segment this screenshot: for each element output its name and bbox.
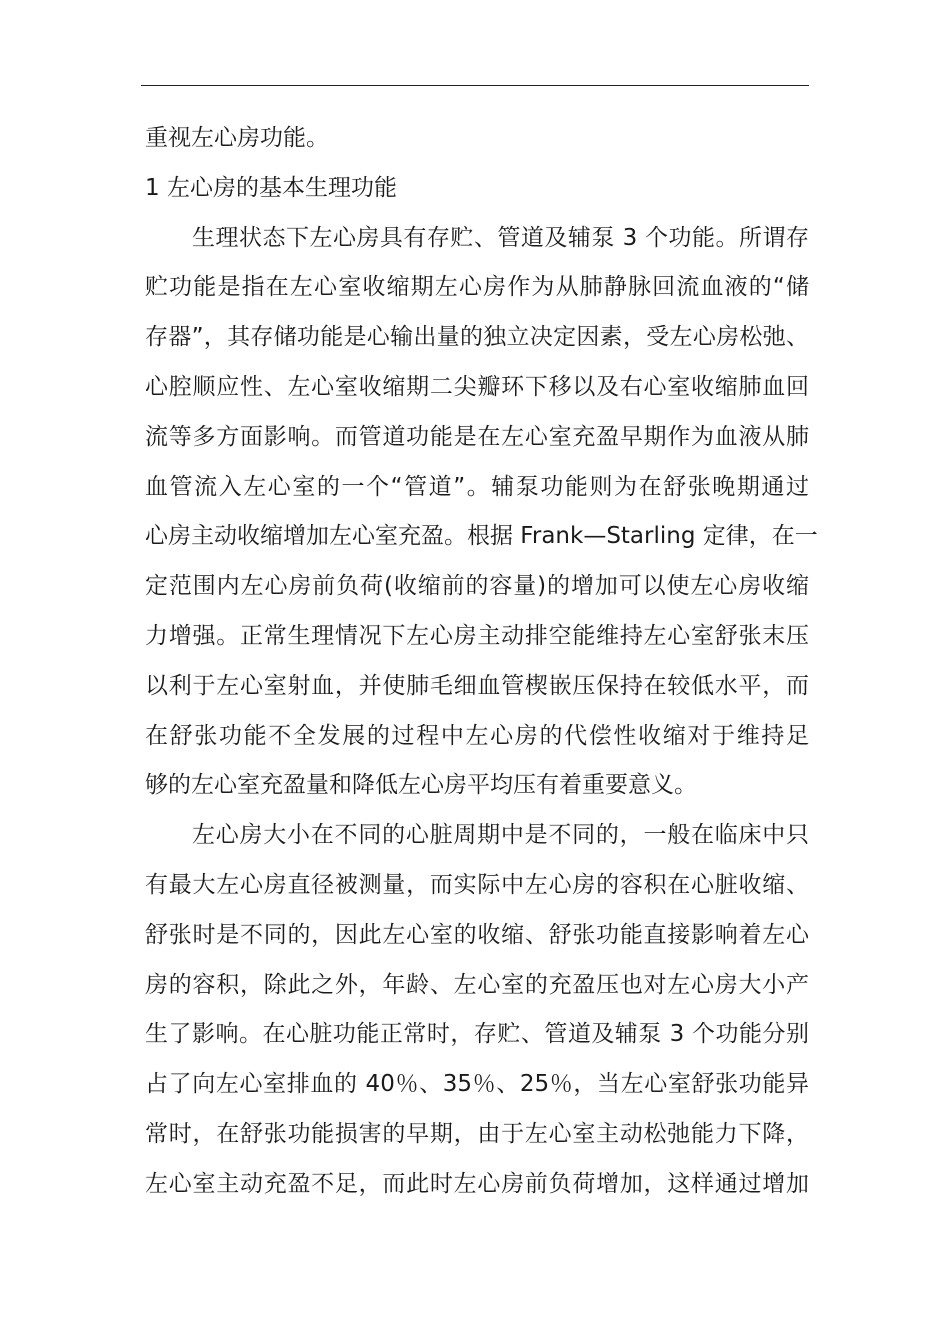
text-line-13: 在舒张功能不全发展的过程中左心房的代偿性收缩对于维持足 [145,722,809,749]
text-line-18: 房的容积，除此之外，年龄、左心室的充盈压也对左心房大小产 [145,971,809,998]
text-line-9: 心房主动收缩增加左心室充盈。根据 Frank—Starling 定律，在一 [145,523,818,550]
text-line-4: 贮功能是指在左心室收缩期左心房作为从肺静脉回流血液的“储 [145,274,809,301]
header-rule [141,85,809,86]
text-line-22: 左心室主动充盈不足，而此时左心房前负荷增加，这样通过增加 [145,1170,809,1197]
text-line-11: 力增强。正常生理情况下左心房主动排空能维持左心室舒张末压 [145,622,809,649]
text-line-16: 有最大左心房直径被测量，而实际中左心房的容积在心脏收缩、 [145,871,809,898]
document-body [145,114,818,1210]
text-line-7: 流等多方面影响。而管道功能是在左心室充盈早期作为血液从肺 [145,423,809,450]
text-line-1: 重视左心房功能。 [145,125,329,151]
text-line-17: 舒张时是不同的，因此左心室的收缩、舒张功能直接影响着左心 [145,921,809,948]
text-line-12: 以利于左心室射血，并使肺毛细血管楔嵌压保持在较低水平，而 [145,672,809,699]
text-line-8: 血管流入左心室的一个“管道”。辅泵功能则为在舒张晚期通过 [145,473,809,500]
text-line-14: 够的左心室充盈量和降低左心房平均压有着重要意义。 [145,772,697,799]
text-line-5: 存器”，其存储功能是心输出量的独立决定因素，受左心房松弛、 [145,324,809,351]
text-line-6: 心腔顺应性、左心室收缩期二尖瓣环下移以及右心室收缩肺血回 [145,373,809,400]
text-line-10: 定范围内左心房前负荷(收缩前的容量)的增加可以使左心房收缩 [145,573,809,600]
text-line-15: 左心房大小在不同的心脏周期中是不同的，一般在临床中只 [192,822,809,849]
text-line-20: 占了向左心室排血的 40％、35％、25％，当左心室舒张功能异 [145,1071,809,1098]
text-line-21: 常时，在舒张功能损害的早期，由于左心室主动松弛能力下降， [145,1120,809,1147]
text-line-19: 生了影响。在心脏功能正常时，存贮、管道及辅泵 3 个功能分别 [145,1021,809,1048]
text-line-3: 生理状态下左心房具有存贮、管道及辅泵 3 个功能。所谓存 [192,224,809,251]
section-heading: 1 左心房的基本生理功能 [145,174,397,201]
